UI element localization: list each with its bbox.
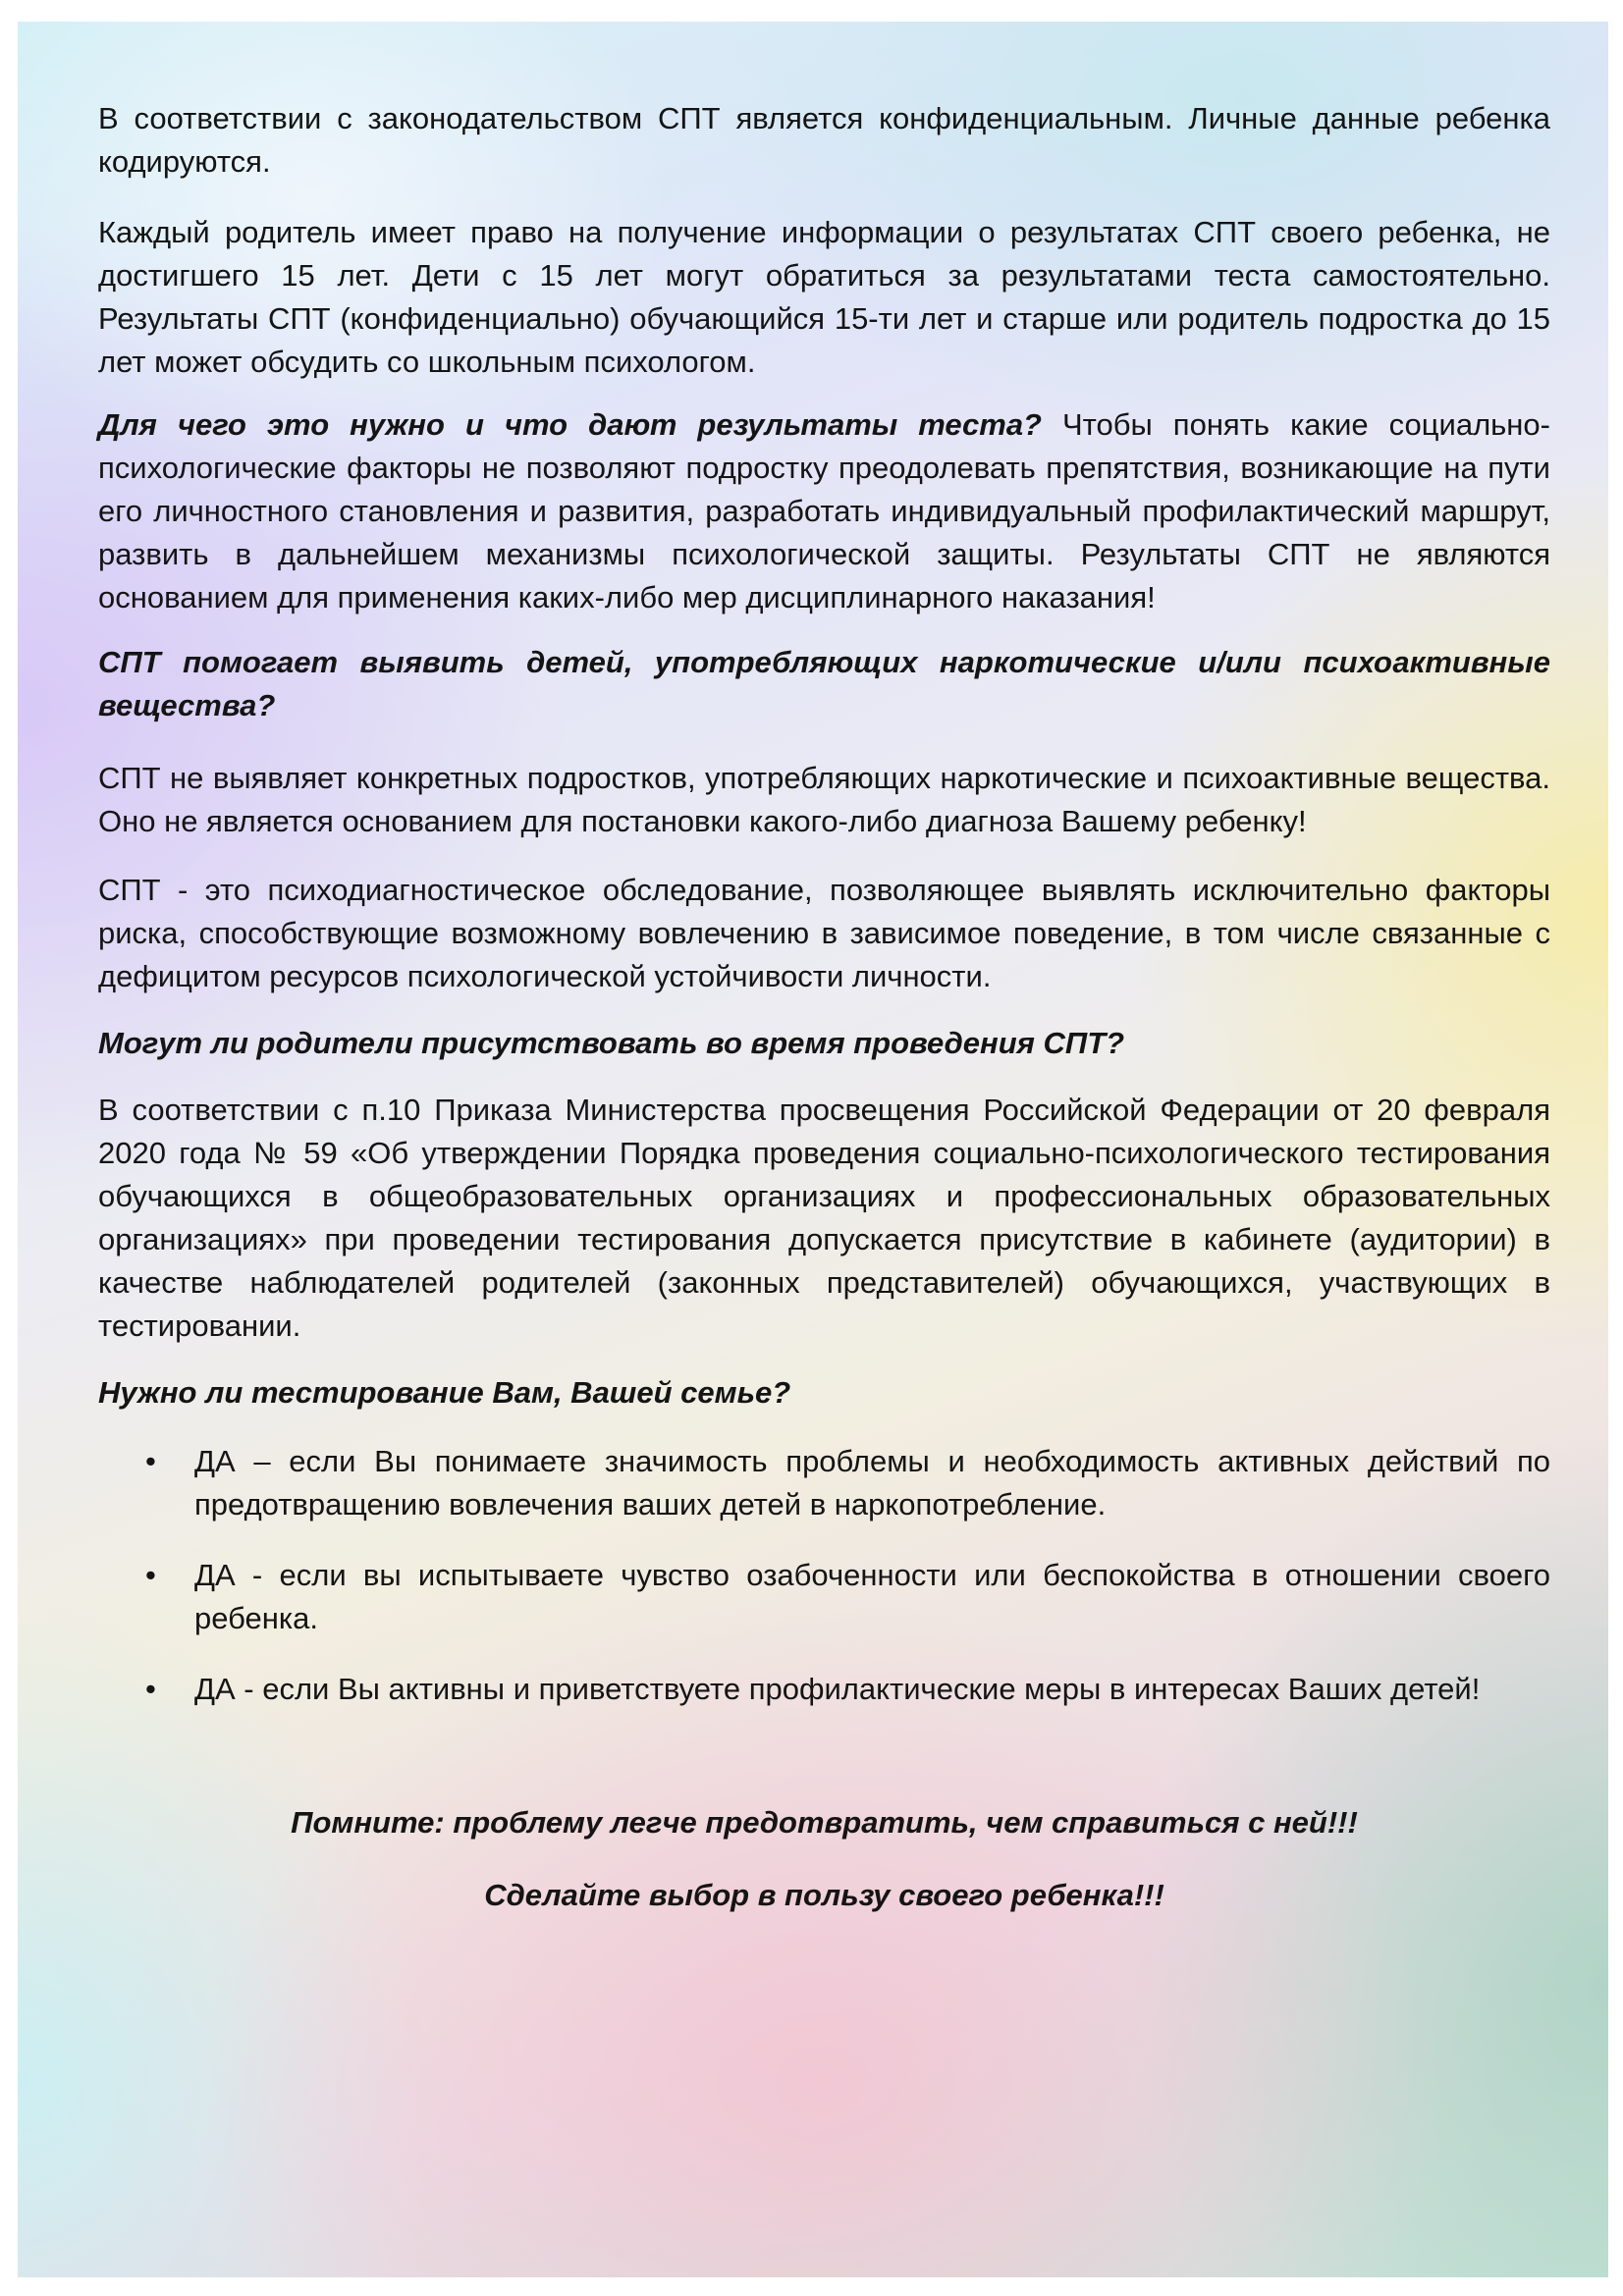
paragraph-confidentiality: В соответствии с законодательством СПТ является конфиденциальным. Личные данные ребенка кодируются. (98, 101, 1550, 179)
purpose-answer: Чтобы понять какие социально-психологические факторы не позволяют подростку преодолевать препятствия, возникающие на пути его личностного становления и развития, разработать индивидуальный профилактический маршрут, развить в дальнейшем механизмы психологической защиты. Результаты СПТ не являются основанием для применения каких-либо мер дисциплинарного наказания! (98, 407, 1550, 614)
document-body (98, 97, 1550, 1945)
paragraph-order: В соответствии с п.10 Приказа Министерства просвещения Российской Федерации от 20 февраля 2020 года № 59 «Об утверждении Порядка проведения социально-психологического тестирования обучающихся в общеобразовательных организациях и профессиональных образовательных организациях» при проведении тестирования допускается присутствие в кабинете (аудитории) в качестве наблюдателей родителей (законных представителей) обучающихся, участвующих в тестировании. (98, 1093, 1550, 1343)
heading-detection: СПТ помогает выявить детей, употребляющих наркотические и/или психоактивные вещества? (98, 645, 1550, 722)
list-item (98, 1440, 1550, 1526)
paragraph-parent-rights: Каждый родитель имеет право на получение информации о результатах СПТ своего ребенка, не достигшего 15 лет. Дети с 15 лет могут обратиться за результатами теста самостоятельно. Результаты СПТ (конфиденциально) обучающийся 15-ти лет и старше или родитель подростка до 15 лет может обсудить со школьным психологом. (98, 215, 1550, 379)
yes-list (98, 1440, 1550, 1711)
closing-remember: Помните: проблему легче предотвратить, чем справиться с ней!!! (291, 1805, 1358, 1840)
bullet-icon: • (145, 1558, 156, 1592)
paragraph-diagnostics: СПТ - это психодиагностическое обследование, позволяющее выявлять исключительно факторы риска, способствующие возможному вовлечению в зависимое поведение, в том числе связанные с дефицитом ресурсов психологической устойчивости личности. (98, 873, 1550, 993)
purpose-question: Для чего это нужно и что дают результаты теста? (98, 407, 1042, 442)
paragraph-no-detection: СПТ не выявляет конкретных подростков, употребляющих наркотические и психоактивные вещества. Оно не является основанием для постановки какого-либо диагноза Вашему ребенку! (98, 761, 1550, 838)
bullet-icon: • (145, 1444, 156, 1478)
paragraph-purpose (98, 403, 1550, 619)
bullet-icon: • (145, 1672, 156, 1706)
heading-need-testing: Нужно ли тестирование Вам, Вашей семье? (98, 1375, 791, 1410)
page-background (18, 22, 1608, 2277)
list-item-text: ДА - если вы испытываете чувство озабоченности или беспокойства в отношении своего ребенка. (194, 1558, 1550, 1635)
heading-parents-presence: Могут ли родители присутствовать во время проведения СПТ? (98, 1026, 1125, 1060)
list-item-text: ДА – если Вы понимаете значимость проблемы и необходимость активных действий по предотвращению вовлечения ваших детей в наркопотребление. (194, 1444, 1550, 1522)
list-item (98, 1554, 1550, 1640)
list-item-text: ДА - если Вы активны и приветствуете профилактические меры в интересах Ваших детей! (194, 1672, 1481, 1706)
closing-choice: Сделайте выбор в пользу своего ребенка!!! (484, 1878, 1164, 1912)
list-item (98, 1668, 1550, 1711)
